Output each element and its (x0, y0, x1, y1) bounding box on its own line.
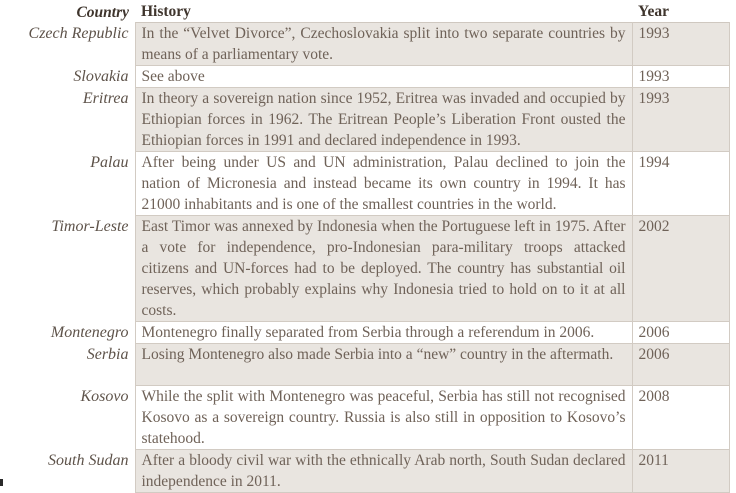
table-row (0, 152, 729, 216)
country-cell: Slovakia (0, 66, 135, 88)
year-cell: 2011 (632, 450, 729, 493)
table-row (0, 386, 729, 450)
country-cell: Serbia (0, 344, 135, 386)
year-cell: 1993 (632, 23, 729, 66)
year-cell: 2002 (632, 216, 729, 322)
history-cell: After a bloody civil war with the ethnically Arab north, South Sudan declared independence in 2011. (135, 450, 632, 493)
history-cell: Montenegro finally separated from Serbia through a referendum in 2006. (135, 322, 632, 344)
header-row (0, 0, 729, 23)
table-row (0, 344, 729, 386)
history-cell: After being under US and UN administration, Palau declined to join the nation of Micronesia and instead became its own country in 1994. It has 21000 inhabitants and is one of the smallest countries in the world. (135, 152, 632, 216)
year-cell: 2008 (632, 386, 729, 450)
country-cell: South Sudan (0, 450, 135, 493)
history-cell: See above (135, 66, 632, 88)
country-cell: Montenegro (0, 322, 135, 344)
year-cell: 1993 (632, 88, 729, 152)
year-cell: 1993 (632, 66, 729, 88)
history-cell: In the “Velvet Divorce”, Czechoslovakia split into two separate countries by means of a parliamentary vote. (135, 23, 632, 66)
country-cell: Palau (0, 152, 135, 216)
history-cell: While the split with Montenegro was peaceful, Serbia has still not recognised Kosovo as a sovereign country. Russia is also still in opposition to Kosovo’s statehood. (135, 386, 632, 450)
table-row (0, 450, 729, 493)
country-cell: Eritrea (0, 88, 135, 152)
header-country: Country (76, 3, 129, 21)
table-row (0, 322, 729, 344)
header-history: History (141, 3, 191, 20)
history-cell: East Timor was annexed by Indonesia when the Portuguese left in 1975. After a vote for independence, pro-Indonesian para-military troops attacked citizens and UN-forces had to be deployed. The country has substantial oil reserves, which probably explains why Indonesia tried to hold on to it at all costs. (135, 216, 632, 322)
corner-artifact (0, 479, 3, 486)
table-row (0, 88, 729, 152)
country-cell: Timor-Leste (0, 216, 135, 322)
country-cell: Czech Republic (0, 23, 135, 66)
country-cell: Kosovo (0, 386, 135, 450)
table-row (0, 66, 729, 88)
header-year: Year (638, 3, 669, 20)
history-cell: Losing Montenegro also made Serbia into a “new” country in the aftermath. (135, 344, 632, 386)
year-cell: 2006 (632, 344, 729, 386)
table-row (0, 216, 729, 322)
table-row (0, 23, 729, 66)
year-cell: 2006 (632, 322, 729, 344)
year-cell: 1994 (632, 152, 729, 216)
history-cell: In theory a sovereign nation since 1952, Eritrea was invaded and occupied by Ethiopian forces in 1962. The Eritrean People’s Liberation Front ousted the Ethiopian forces in 1991 and declared independence in 1993. (135, 88, 632, 152)
